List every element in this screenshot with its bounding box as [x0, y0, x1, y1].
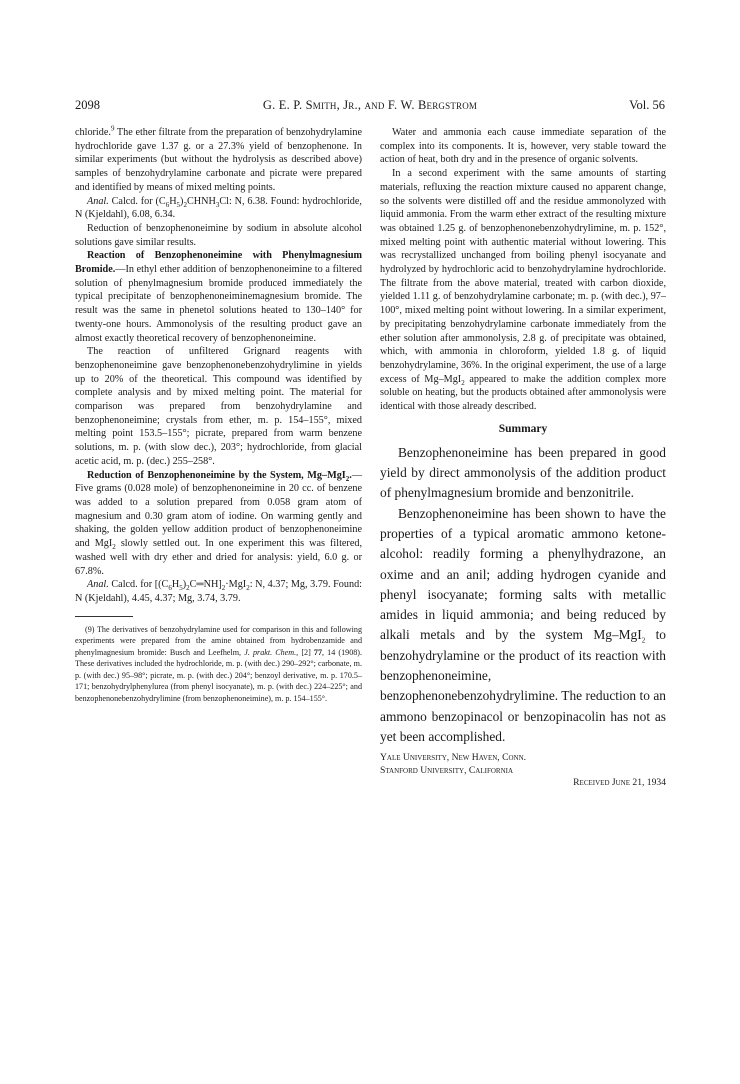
paragraph-ether-filtrate: chloride.$^9$ The ether filtrate from the preparation of benzohydrylamine hydrochloride gave 1.37 g. or a 27.3% yield of benzophenone. In similar experiments (but without the hydrolysis as described above) samples of benzohydrylamine carbonate and picrate were prepared and identified by means of mixed melting points. [75, 124, 362, 193]
paragraph-unfiltered-grignard: The reaction of unfiltered Grignard reagents with benzophenoneimine gave benzophenonebenzohydrylimine in yields up to 20% of the theoretical. This compound was identified by complete analysis and by mixed melting point. The material for comparison was prepared from benzohydrylamine and benzophenoneimine; crystals from ether, m. p. 154–155°, mixed melting point 153.5–155°; picrate, prepared from warm benzene solutions, m. p. (with slow dec.), 203°; hydrochloride, from glacial acetic acid, m. p. (dec.) 255–258°. [75, 346, 362, 467]
section-heading: Reaction of Benzophenoneimine with Phenylmagnesium Bromide. [75, 250, 362, 276]
footnote-divider [75, 616, 133, 617]
running-title: G. E. P. Smith, Jr., and F. W. Bergstrom [262, 98, 478, 112]
paragraph-second-experiment: In a second experiment with the same amounts of starting materials, refluxing the reaction mixture caused no apparent change, so the solvents were distilled off and the residue ammonolyzed with liquid ammonia. From the warm ether extract of the resulting mixture was obtained 1.25 g. of benzophenonebenzohydrylimine, m. p. 152°, mixed melting point with authentic material without lowering. This was recrystallized unchanged from boiling phenyl isocyanate and hydrolyzed by hydrochloric acid to benzohydrylamine hydrochloride. The filtrate from the above material, treated with carbon dioxide, yielded 1.11 g. of benzohydrylamine carbonate; m. p. (with dec.), 97–100°, mixed melting point without lowering. In a similar experiment, by precipitating benzohydrylamine carbonate immediately from the ether solution after ammonolysis, 2.8 g. of precipitate was obtained, which, with ammonia in chloroform, yielded 1.8 g. of liquid benzohydrylamine, 36%. In the original experiment, the use of a large excess of Mg–MgI$_2$ appeared to make the addition complex more soluble on heating, but the products obtained after ammonolysis were identical with those already described. [380, 168, 667, 413]
summary-heading: Summary [498, 422, 548, 435]
affiliation-yale: Yale University, New Haven, Conn. [380, 752, 527, 764]
summary-paragraph-1: Benzophenoneimine has been prepared in good yield by direct ammonolysis of the addition product of phenylmagnesium bromide and benzonitrile. [380, 444, 666, 501]
section-heading: Reduction of Benzophenoneimine by the System, Mg–MgI$_2$. [87, 469, 352, 483]
paragraph-sodium-reduction: Reduction of benzophenoneimine by sodium in absolute alcohol solutions gave similar results. [75, 222, 362, 248]
affiliation-stanford: Stanford University, California [380, 764, 514, 776]
summary-paragraph-2: Benzophenoneimine has been shown to have the properties of a typical aromatic ammono ketone-alcohol: readily forming a phenylhydrazone, an oxime and an anil; adding hydrogen cyanide and phenyl isocyanate; forming salts with metallic amides in liquid ammonia; and being reduced by alkali metals and by the system Mg–MgI$_2$ to benzohydrylamine or the product of its reaction with benzophenoneimine, benzophenonebenzohydrylimine. The reduction to an ammono benzopinacol or benzopinacolin has not as yet been accomplished. [380, 505, 666, 744]
paragraph-water-ammonia: Water and ammonia each cause immediate separation of the complex into its components. It is, however, very stable toward the action of heat, both dry and in the presence of organic solvents. [380, 127, 666, 166]
received-date: Received June 21, 1934 [573, 777, 666, 789]
left-column [75, 126, 362, 704]
right-column [380, 126, 666, 790]
footnote-9: (9) The derivatives of benzohydrylamine used for comparison in this and following experiments were prepared from the amine obtained from hydrobenzamide and phenylmagnesium bromide: Busch and Leefhelm, J. prakt. Chem., [2] 77, 14 (1908). These derivatives included the hydrochloride, m. p. (with dec.) 290–292°; carbonate, m. p. (with dec.) 95–98°; picrate, m. p. (with dec.) 204°; benzoyl derivative, m. p. 170.5–171; benzohydrylphenylurea (from phenyl isocyanate), m. p. (with dec.) 224–225°; and benzophenonebenzohydrylimine (from benzophenoneimine), m. p. 154–155°. [75, 624, 363, 703]
volume-label: Vol. 56 [629, 98, 665, 112]
analysis-hydrochloride: Anal. Calcd. for $(C_6H_5)_2CHNH_3Cl$: N, 6.38. Found: hydrochloride, N (Kjeldahl), 6.08, 6.34. [75, 195, 362, 221]
paragraph-mg-mgi2: Reduction of Benzophenoneimine by the System, Mg–MgI$_2$.—Five grams (0.028 mole) of benzophenoneimine in 20 cc. of benzene was added to a solution prepared from 0.058 gram atom of magnesium and 0.30 gram atom of iodine. On warming gently and shaking, the golden yellow addition product of benzophenoneimine and MgI$_2$ slowly settled out. In one experiment this was filtered, washed well with dry ether and dried for analysis: yield, 6.0 g. or 67.8%. [75, 469, 362, 577]
analysis-addition-product: Anal. Calcd. for $[(C_6H_5)_2C═NH]_2\cdot MgI_2$: N, 4.37; Mg, 3.79. Found: N (Kjeldahl), 4.45, 4.37; Mg, 3.74, 3.79. [75, 579, 362, 604]
paragraph-phenylmagnesium: Reaction of Benzophenoneimine with Phenylmagnesium Bromide.—In ethyl ether addition of benzophenoneimine to a filtered solution of phenylmagnesium bromide produced immediately the typical precipitate of benzophenoneiminemagnesium bromide. The result was the same in phenetol solutions heated to 130–140° for twenty-one hours. Ammonolysis of the resulting product gave an almost exactly theoretical recovery of benzophenoneimine. [75, 250, 362, 344]
page-number: 2098 [75, 98, 100, 112]
footnote-ref[interactable]: 9 [110, 124, 115, 133]
